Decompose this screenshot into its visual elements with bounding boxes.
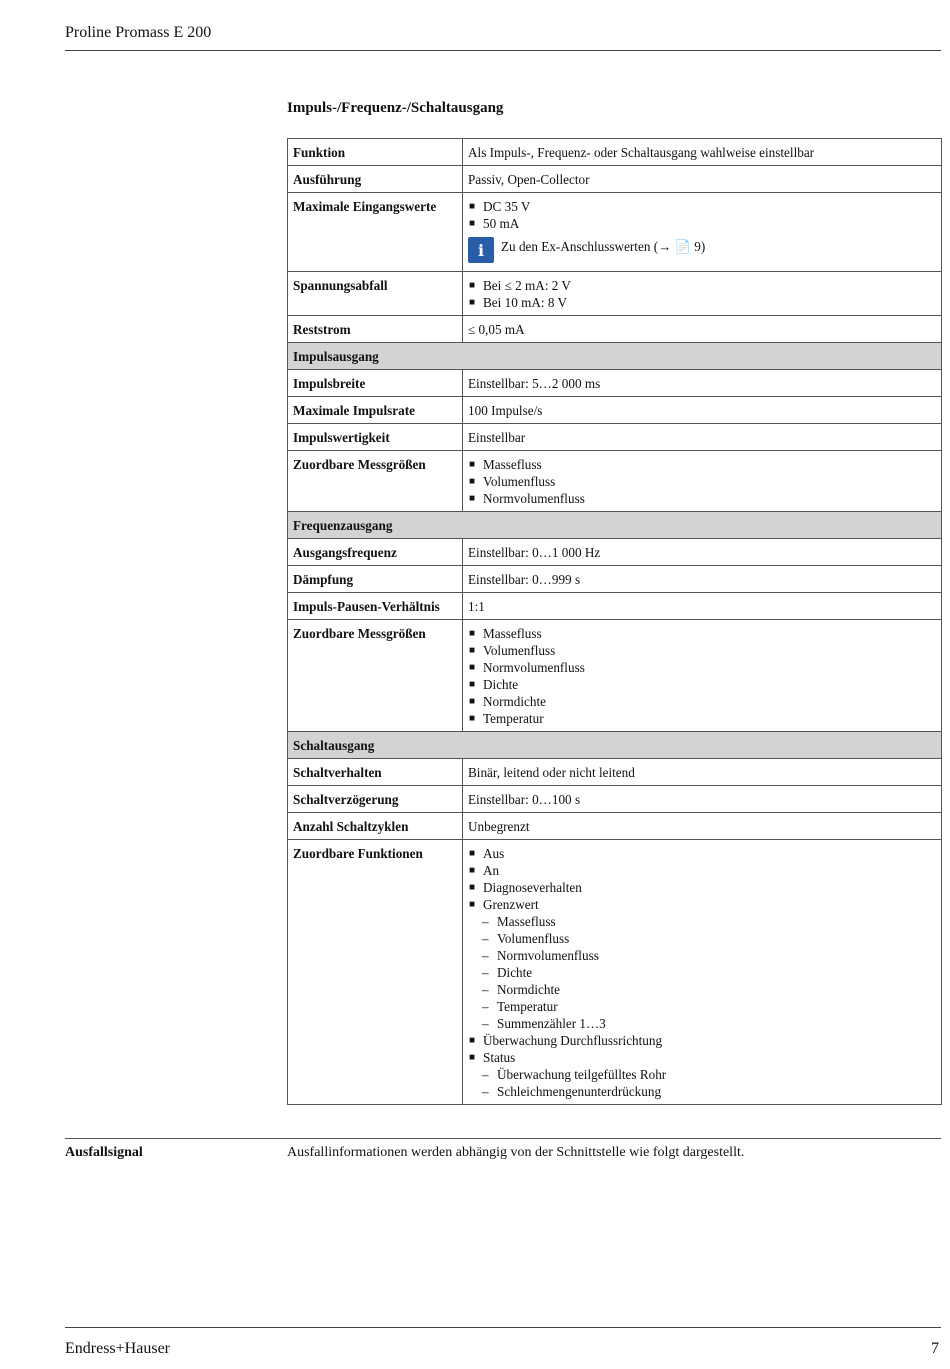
sub-list-item: – Summenzähler 1…3 — [482, 1016, 606, 1031]
row-value — [463, 840, 942, 1105]
group-header: Schaltausgang — [288, 732, 942, 759]
list-item: ■ Temperatur — [469, 711, 544, 726]
row-value: Als Impuls-, Frequenz- oder Schaltausgang wahlweise einstellbar — [463, 139, 942, 166]
row-label: Ausgangsfrequenz — [288, 539, 463, 566]
row-label: Schaltverhalten — [288, 759, 463, 786]
info-note — [468, 237, 936, 267]
row-label: Dämpfung — [288, 566, 463, 593]
row-label: Maximale Impulsrate — [288, 397, 463, 424]
row-label: Impulsbreite — [288, 370, 463, 397]
group-header: Frequenzausgang — [288, 512, 942, 539]
table-row — [288, 566, 942, 593]
ausfallsignal-text: Ausfallinformationen werden abhängig von der Schnittstelle wie folgt dargestellt. — [287, 1145, 745, 1160]
list-item: ■ Massefluss — [469, 457, 542, 472]
list-item: ■ Überwachung Durchflussrichtung — [469, 1033, 663, 1048]
sub-list-item: – Normvolumenfluss — [482, 948, 599, 963]
row-value — [463, 451, 942, 512]
row-value: Passiv, Open-Collector — [463, 166, 942, 193]
page-number: 7 — [931, 1340, 939, 1357]
list-item: ■ Diagnoseverhalten — [469, 880, 582, 895]
ausfallsignal-label: Ausfallsignal — [65, 1145, 143, 1160]
row-label: Spannungsabfall — [288, 272, 463, 316]
row-value: 100 Impulse/s — [463, 397, 942, 424]
table-row — [288, 539, 942, 566]
sub-list-item: – Massefluss — [482, 914, 556, 929]
row-label: Funktion — [288, 139, 463, 166]
list-item: ■ Massefluss — [469, 626, 542, 641]
sub-list-item: – Normdichte — [482, 982, 560, 997]
row-label: Zuordbare Funktionen — [288, 840, 463, 1105]
table-row — [288, 370, 942, 397]
section-title: Impuls-/Frequenz-/Schaltausgang — [287, 100, 504, 116]
row-value: Einstellbar: 0…999 s — [463, 566, 942, 593]
list-item: ■ Status — [469, 1050, 516, 1065]
section-divider — [65, 1138, 941, 1139]
sub-list-item: – Dichte — [482, 965, 533, 980]
page-footer — [65, 1327, 941, 1368]
list-item: ■ DC 35 V — [469, 199, 531, 214]
list-item: ■ Volumenfluss — [469, 474, 556, 489]
table-row — [288, 593, 942, 620]
row-value: ≤ 0,05 mA — [463, 316, 942, 343]
list-item: ■ Normdichte — [469, 694, 546, 709]
document-title: Proline Promass E 200 — [65, 24, 212, 41]
note-link[interactable]: Zu den Ex-Anschlusswerten (→ 📄 9) — [501, 239, 706, 254]
list-item: ■ Normvolumenfluss — [469, 491, 585, 506]
sub-list-item: – Schleichmengenunterdrückung — [482, 1084, 662, 1099]
list-item: ■ Bei 10 mA: 8 V — [469, 295, 568, 310]
row-value: Unbegrenzt — [463, 813, 942, 840]
list-item: ■ Grenzwert — [469, 897, 539, 912]
group-header: Impulsausgang — [288, 343, 942, 370]
table-row — [288, 759, 942, 786]
row-label: Maximale Eingangswerte — [288, 193, 463, 272]
row-value — [463, 193, 942, 272]
list-item: ■ Dichte — [469, 677, 519, 692]
row-label: Schaltverzögerung — [288, 786, 463, 813]
sub-list-item: – Überwachung teilgefülltes Rohr — [482, 1067, 667, 1082]
row-value: Binär, leitend oder nicht leitend — [463, 759, 942, 786]
table-row — [288, 139, 942, 166]
row-value: Einstellbar — [463, 424, 942, 451]
list-item: ■ Bei ≤ 2 mA: 2 V — [469, 278, 571, 293]
table-row — [288, 272, 942, 316]
row-label: Ausführung — [288, 166, 463, 193]
row-label: Zuordbare Messgrößen — [288, 620, 463, 732]
row-value: Einstellbar: 0…1 000 Hz — [463, 539, 942, 566]
table-row — [288, 316, 942, 343]
sub-list-item: – Temperatur — [482, 999, 558, 1014]
table-row — [288, 193, 942, 272]
row-value — [463, 272, 942, 316]
table-row — [288, 620, 942, 732]
row-label: Reststrom — [288, 316, 463, 343]
row-label: Zuordbare Messgrößen — [288, 451, 463, 512]
table-row — [288, 166, 942, 193]
spec-table — [287, 138, 942, 1105]
page-header — [65, 22, 941, 51]
row-label: Impulswertigkeit — [288, 424, 463, 451]
row-value — [463, 620, 942, 732]
group-header-row — [288, 512, 942, 539]
table-row — [288, 451, 942, 512]
list-item: ■ Aus — [469, 846, 505, 861]
table-row — [288, 424, 942, 451]
table-row — [288, 786, 942, 813]
row-value: 1:1 — [463, 593, 942, 620]
row-value: Einstellbar: 0…100 s — [463, 786, 942, 813]
company-name: Endress+Hauser — [65, 1340, 170, 1357]
list-item: ■ Normvolumenfluss — [469, 660, 585, 675]
table-row — [288, 813, 942, 840]
table-row — [288, 840, 942, 1105]
list-item: ■ Volumenfluss — [469, 643, 556, 658]
group-header-row — [288, 732, 942, 759]
row-label: Impuls-Pausen-Verhältnis — [288, 593, 463, 620]
list-item: ■ An — [469, 863, 500, 878]
group-header-row — [288, 343, 942, 370]
table-row — [288, 397, 942, 424]
row-value: Einstellbar: 5…2 000 ms — [463, 370, 942, 397]
info-icon: i — [468, 237, 494, 263]
row-label: Anzahl Schaltzyklen — [288, 813, 463, 840]
sub-list-item: – Volumenfluss — [482, 931, 570, 946]
list-item: ■ 50 mA — [469, 216, 520, 231]
